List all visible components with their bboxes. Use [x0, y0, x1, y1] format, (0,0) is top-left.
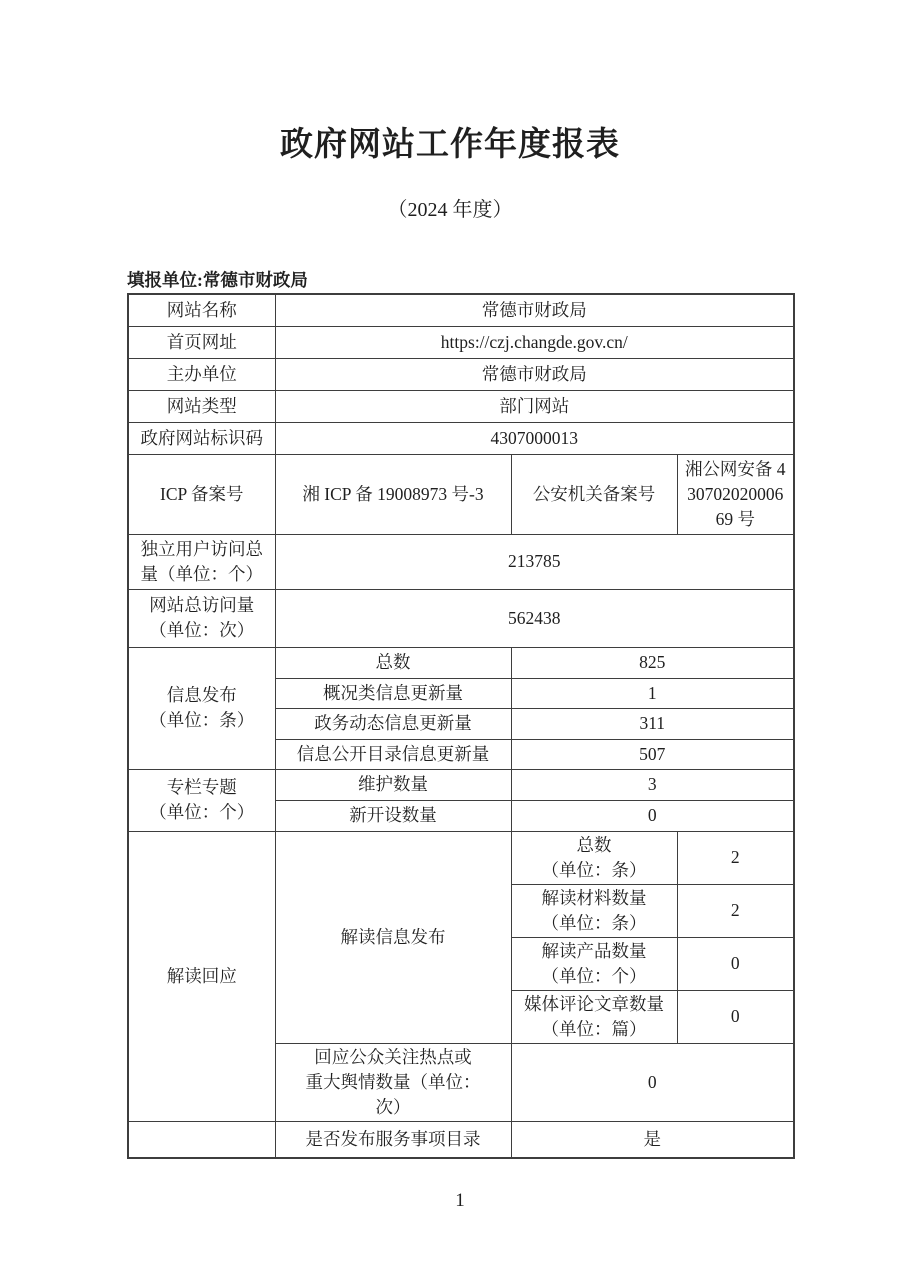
interpretation-metric-label-cell	[511, 937, 677, 990]
interpretation-metric-value-cell: 2	[677, 884, 794, 937]
info-publish-metric-value-cell: 311	[511, 708, 794, 739]
service-catalog-label-cell: 是否发布服务事项目录	[275, 1121, 511, 1158]
metric-label-line: 媒体评论文章数量	[524, 993, 664, 1014]
service-catalog-value-cell: 是	[511, 1121, 794, 1158]
info-publish-section-label: 信息发布	[166, 685, 237, 705]
special-topics-section-unit: （单位：个）	[149, 802, 255, 822]
table-row	[128, 647, 794, 678]
table-row	[128, 831, 794, 884]
unique-visitors-value-cell: 213785	[275, 534, 794, 589]
table-row	[128, 1121, 794, 1158]
hotspot-response-value-cell: 0	[511, 1043, 794, 1121]
interpretation-metric-value-cell: 0	[677, 937, 794, 990]
report-title: 政府网站工作年度报表	[280, 125, 620, 162]
interpretation-metric-label-cell	[511, 884, 677, 937]
site-name-value-cell: 常德市财政局	[275, 294, 794, 326]
table-row	[128, 454, 794, 534]
home-url-value-cell: https://czj.changde.gov.cn/	[275, 326, 794, 358]
table-row	[128, 358, 794, 390]
special-topics-section-label: 专栏专题	[166, 777, 237, 797]
interpretation-metric-value-cell: 2	[677, 831, 794, 884]
hotspot-label-line: 重大舆情数量（单位：	[305, 1071, 481, 1092]
metric-label-line: 解读材料数量	[541, 887, 647, 908]
empty-section-cell	[128, 1121, 275, 1158]
site-code-label-cell: 政府网站标识码	[128, 422, 275, 454]
hotspot-response-label-cell	[275, 1043, 511, 1121]
info-publish-metric-value-cell: 507	[511, 739, 794, 769]
table-row	[128, 769, 794, 800]
reporting-unit-label: 填报单位:常德市财政局	[127, 270, 308, 290]
page-number: 1	[455, 1190, 465, 1211]
interpretation-metric-label-cell	[511, 831, 677, 884]
site-code-value-cell: 4307000013	[275, 422, 794, 454]
info-publish-metric-label-cell: 概况类信息更新量	[275, 678, 511, 708]
icp-label-cell: ICP 备案号	[128, 454, 275, 534]
info-publish-section-unit: （单位：条）	[149, 710, 255, 730]
total-visits-label-cell: 网站总访问量（单位：次）	[128, 589, 275, 647]
table-row	[128, 534, 794, 589]
special-topics-metric-value-cell: 0	[511, 800, 794, 831]
site-name-label-cell: 网站名称	[128, 294, 275, 326]
special-topics-metric-label-cell: 新开设数量	[275, 800, 511, 831]
report-year-subtitle: （2024 年度）	[387, 199, 513, 221]
info-publish-metric-value-cell: 1	[511, 678, 794, 708]
info-publish-metric-label-cell: 政务动态信息更新量	[275, 708, 511, 739]
table-row	[128, 294, 794, 326]
police-record-value-cell: 湘公网安备 43070202000669 号	[677, 454, 794, 534]
interpretation-publish-cell: 解读信息发布	[275, 831, 511, 1043]
table-row	[128, 422, 794, 454]
police-record-label-cell: 公安机关备案号	[511, 454, 677, 534]
info-publish-section-cell	[128, 647, 275, 769]
special-topics-metric-value-cell: 3	[511, 769, 794, 800]
special-topics-metric-label-cell: 维护数量	[275, 769, 511, 800]
info-publish-metric-label-cell: 总数	[275, 647, 511, 678]
metric-unit-line: （单位：篇）	[541, 1018, 647, 1039]
metric-label-line: 解读产品数量	[541, 940, 647, 961]
hotspot-label-line: 次）	[375, 1096, 411, 1117]
metric-unit-line: （单位：条）	[541, 859, 647, 880]
info-publish-metric-label-cell: 信息公开目录信息更新量	[275, 739, 511, 769]
total-visits-value-cell: 562438	[275, 589, 794, 647]
table-row	[128, 589, 794, 647]
home-url-label-cell: 首页网址	[128, 326, 275, 358]
table-row	[128, 390, 794, 422]
table-row	[128, 326, 794, 358]
metric-label-line: 总数	[576, 834, 612, 855]
info-publish-metric-value-cell: 825	[511, 647, 794, 678]
unique-visitors-label-cell: 独立用户访问总量（单位：个）	[128, 534, 275, 589]
interpretation-metric-value-cell: 0	[677, 990, 794, 1043]
interpretation-section-cell: 解读回应	[128, 831, 275, 1121]
annual-report-table	[127, 293, 795, 1159]
metric-unit-line: （单位：个）	[541, 965, 647, 986]
metric-unit-line: （单位：条）	[541, 912, 647, 933]
icp-value-cell: 湘 ICP 备 19008973 号-3	[275, 454, 511, 534]
site-type-label-cell: 网站类型	[128, 390, 275, 422]
hotspot-label-line: 回应公众关注热点或	[314, 1046, 472, 1067]
sponsor-label-cell: 主办单位	[128, 358, 275, 390]
interpretation-metric-label-cell	[511, 990, 677, 1043]
site-type-value-cell: 部门网站	[275, 390, 794, 422]
special-topics-section-cell	[128, 769, 275, 831]
sponsor-value-cell: 常德市财政局	[275, 358, 794, 390]
